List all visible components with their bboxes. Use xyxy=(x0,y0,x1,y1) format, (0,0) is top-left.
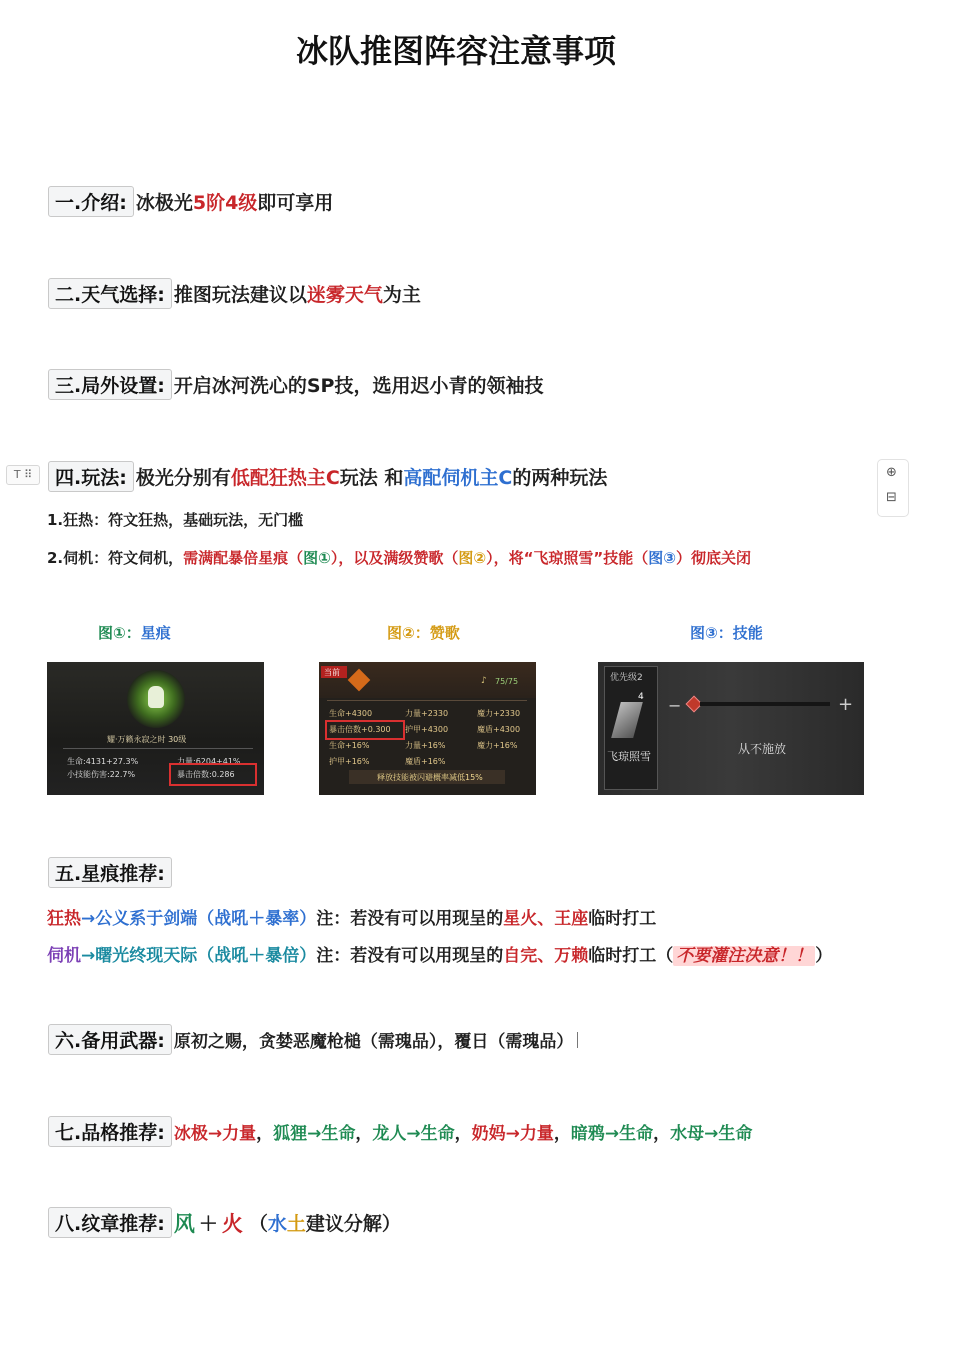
decrease-button[interactable]: − xyxy=(668,696,682,715)
slider-track[interactable] xyxy=(700,702,830,706)
section-settings xyxy=(48,369,543,400)
stat-item: 魔力+2330 xyxy=(477,709,521,718)
section-weather xyxy=(48,278,421,309)
star-mark-name: 耀·万籁永寂之时 30级 xyxy=(107,735,187,744)
text: 图②： xyxy=(387,624,430,642)
anthem-level: 75/75 xyxy=(495,677,519,686)
cast-state: 从不施放 xyxy=(738,742,787,756)
text: 狐狸 xyxy=(273,1124,308,1144)
stat-item: 力量+2330 xyxy=(405,709,449,718)
star-mark-row-2 xyxy=(47,941,832,966)
anthem-note: 释放技能被闪避概率减低15% xyxy=(377,773,483,782)
figure-ref-1: 图① xyxy=(303,549,331,567)
add-comment-icon[interactable]: ⊕ xyxy=(886,465,897,480)
text: 需满配暴倍星痕（ xyxy=(183,549,304,567)
text: 星痕 xyxy=(140,624,171,642)
text: ）彻底关闭 xyxy=(676,549,752,567)
section-tag: 三.局外设置: xyxy=(48,369,172,400)
section-character xyxy=(48,1116,752,1147)
text: 伺机 xyxy=(47,946,81,966)
skill-priority: 优先级2 xyxy=(610,673,643,683)
stat-power: 力量:6204+41% xyxy=(177,757,241,766)
text: 开启冰河洗心的SP技，选用迟小青的领袖技 xyxy=(173,375,544,397)
increase-button[interactable]: + xyxy=(838,694,854,715)
text: 冰极 xyxy=(173,1124,208,1144)
section-tag: 八.纹章推荐: xyxy=(48,1207,172,1238)
text: 2.伺机：符文伺机， xyxy=(47,549,184,567)
skull-icon xyxy=(148,686,164,708)
divider xyxy=(63,748,253,749)
highlight-text: 5阶4级 xyxy=(192,192,258,214)
text: ） xyxy=(815,946,833,966)
block-drag-handle[interactable]: T ⠿ xyxy=(6,465,40,485)
stat-item: 魔盾+16% xyxy=(405,757,446,766)
figure-ref-3: 图③ xyxy=(648,549,676,567)
text: 为主 xyxy=(382,284,421,306)
text: →力量 xyxy=(207,1124,257,1144)
text: →曙光终现天际（战吼＋暴倍） xyxy=(81,946,317,966)
text: 临时打工 xyxy=(588,909,657,929)
skill-name: 飞琼照雪 xyxy=(607,750,651,763)
text: 图①： xyxy=(98,624,141,642)
text: 冰极光 xyxy=(135,192,193,214)
warning-text: 不要灌注决意！！ xyxy=(673,946,815,966)
current-tag: 当前 xyxy=(324,668,340,677)
star-mark-row-1 xyxy=(47,904,656,929)
stat-item: 生命+16% xyxy=(329,741,370,750)
section-tag: 七.品格推荐: xyxy=(48,1116,172,1147)
text: 极光分别有 xyxy=(135,467,231,489)
text: 狂热 xyxy=(47,909,81,929)
stat-item: 暴击倍数+0.300 xyxy=(329,725,391,734)
text: 推图玩法建议以 xyxy=(173,284,307,306)
text: 赞歌 xyxy=(429,624,460,642)
stat-item: 力量+16% xyxy=(405,741,446,750)
text: →生命 xyxy=(406,1124,455,1144)
text: ， xyxy=(256,1124,274,1144)
figure-ref-2: 图② xyxy=(458,549,487,567)
text: 水母 xyxy=(670,1124,705,1144)
figure-caption-2 xyxy=(387,622,460,643)
text: 即可享用 xyxy=(257,192,334,214)
text: 奶妈 xyxy=(471,1124,506,1144)
text: 临时打工（ xyxy=(588,946,674,966)
text: 注：若没有可以用现呈的 xyxy=(316,946,504,966)
text-cursor xyxy=(577,1032,578,1048)
figure-caption-1 xyxy=(98,622,171,643)
gameplay-line-1: 1.狂热：符文狂热，基础玩法，无门槛 xyxy=(47,511,304,529)
text: 火 xyxy=(221,1211,243,1236)
highlight-text: 迷雾天气 xyxy=(306,284,383,306)
stat-item: 生命+4300 xyxy=(329,709,373,718)
text: 水 xyxy=(267,1213,287,1235)
text: ， xyxy=(653,1124,671,1144)
star-mark-screenshot xyxy=(47,662,264,795)
section-tag: 二.天气选择: xyxy=(48,278,172,309)
music-note-icon: ♪ xyxy=(481,676,487,686)
stat-item: 护甲+16% xyxy=(329,757,370,766)
text: 土 xyxy=(286,1213,306,1235)
side-toolbar xyxy=(877,459,909,517)
text: 的两种玩法 xyxy=(512,467,608,489)
text: ），将“飞琼照雪”技能（ xyxy=(486,549,649,567)
text: →公义系于剑端（战吼＋暴率） xyxy=(81,909,317,929)
section-tag: 一.介绍: xyxy=(48,186,134,217)
text: →生命 xyxy=(307,1124,356,1144)
stat-hp: 生命:4131+27.3% xyxy=(67,757,139,766)
text: →力量 xyxy=(505,1124,554,1144)
text: 技能 xyxy=(732,624,763,642)
divider xyxy=(327,700,527,701)
text: ＋ xyxy=(198,1213,218,1235)
text: ），以及满级赞歌（ xyxy=(330,549,459,567)
section-star-mark xyxy=(48,857,174,888)
text: （ xyxy=(248,1213,268,1235)
skill-screenshot xyxy=(598,662,864,795)
section-tag: 五.星痕推荐: xyxy=(48,857,172,888)
text: 星火、王座 xyxy=(503,909,589,929)
figure-caption-3 xyxy=(690,622,763,643)
stat-item: 护甲+4300 xyxy=(405,725,449,734)
section-tag: 四.玩法: xyxy=(48,461,134,492)
text: 注：若没有可以用现呈的 xyxy=(316,909,504,929)
text: 自完、万赖 xyxy=(503,946,589,966)
character-list xyxy=(174,1119,753,1144)
text: 暗鸦 xyxy=(570,1124,605,1144)
text: 原初之赐，贪婪恶魔枪槌（需瑰品），覆日（需瑰品） xyxy=(173,1032,574,1052)
text: 图③： xyxy=(690,624,733,642)
text: 风 xyxy=(173,1211,195,1236)
stat-item: 魔盾+4300 xyxy=(477,725,521,734)
section-backup-weapon xyxy=(48,1024,578,1055)
section-intro xyxy=(48,186,333,217)
text: 玩法 和 xyxy=(339,467,404,489)
section-emblem xyxy=(48,1207,401,1238)
stat-skill-damage: 小技能伤害:22.7% xyxy=(67,770,136,779)
text: ， xyxy=(355,1124,373,1144)
gameplay-line-2 xyxy=(47,547,751,568)
text: →生命 xyxy=(604,1124,654,1144)
highlight-text: 高配伺机主C xyxy=(403,467,513,489)
text: →生命 xyxy=(704,1124,753,1144)
text: 建议分解） xyxy=(305,1213,401,1235)
text: 龙人 xyxy=(372,1124,407,1144)
section-gameplay xyxy=(48,461,607,492)
stat-item: 魔力+16% xyxy=(477,741,518,750)
text: ， xyxy=(454,1124,472,1144)
text: ， xyxy=(553,1124,571,1144)
add-note-icon[interactable]: ⊟ xyxy=(886,490,897,505)
skill-number: 4 xyxy=(638,692,644,702)
section-tag: 六.备用武器: xyxy=(48,1024,172,1055)
page-title: 冰队推图阵容注意事项 xyxy=(295,32,616,70)
highlight-text: 低配狂热主C xyxy=(230,467,340,489)
anthem-screenshot xyxy=(319,662,536,795)
stat-crit-multiplier: 暴击倍数:0.286 xyxy=(177,770,235,779)
